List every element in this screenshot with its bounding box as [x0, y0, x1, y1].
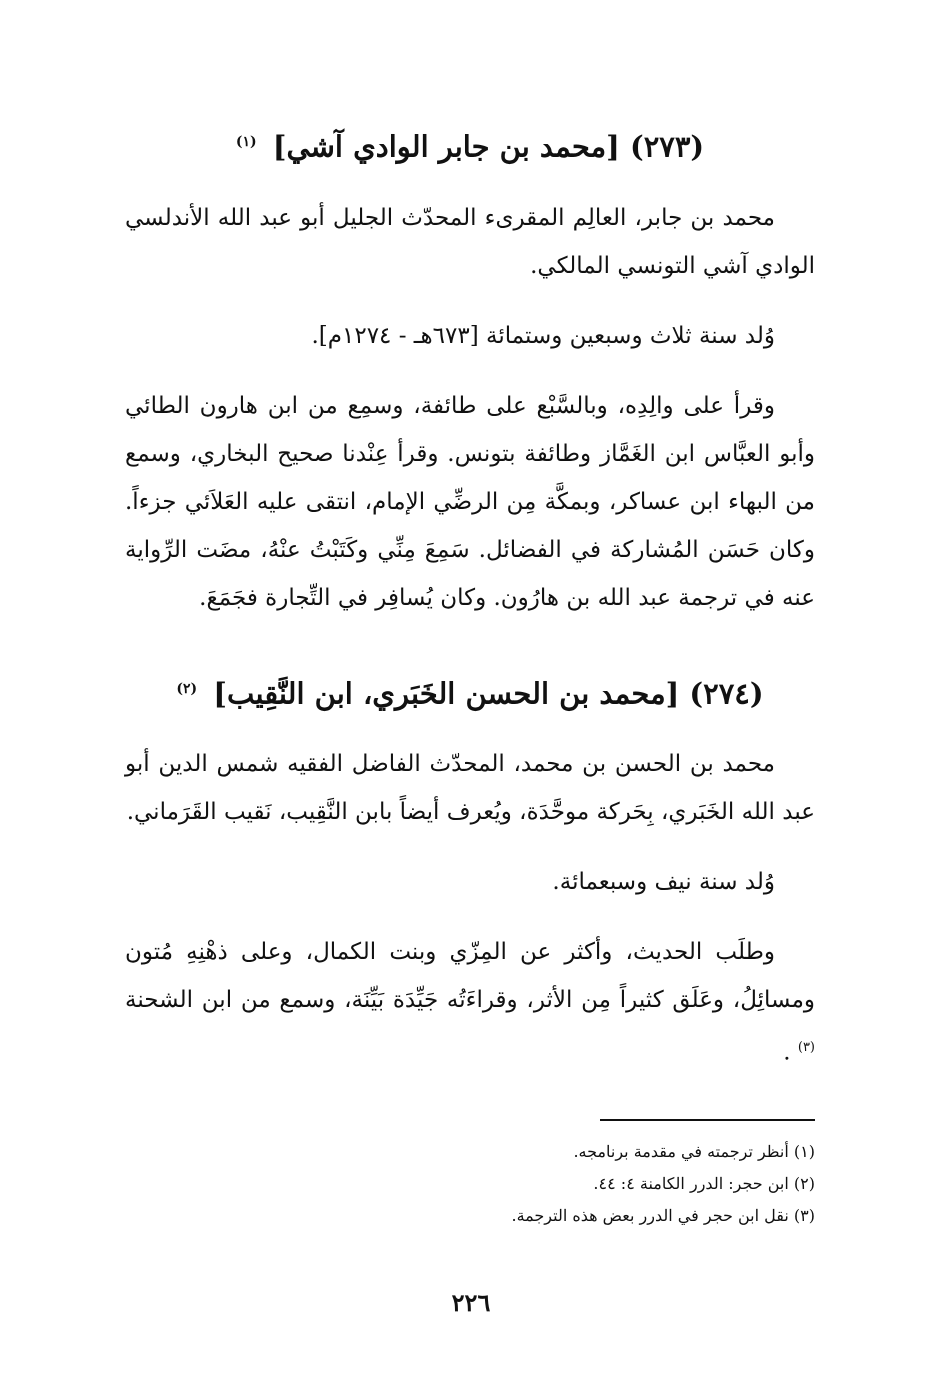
main-text — [125, 115, 815, 1099]
footnotes — [125, 1136, 815, 1232]
footnote: (١) أنظر ترجمته في مقدمة برنامجه. — [573, 1142, 815, 1161]
footnote: (٣) نقل ابن حجر في الدرر بعض هذه الترجمة. — [511, 1206, 815, 1225]
entry-paragraph: محمد بن جابر، العالِم المقرىء المحدّث الجليل أبو عبد الله الأندلسي الوادي آشي التونسي المالكي. — [125, 204, 815, 279]
entry-paragraph: وُلد سنة نيف وسبعمائة. — [552, 869, 775, 896]
footnote-ref: (١) — [235, 134, 257, 150]
footnote-ref: (٣) — [797, 1040, 815, 1056]
footnote-separator — [600, 1119, 815, 1121]
paragraph-end: . — [783, 1039, 791, 1066]
entry-paragraph: وُلد سنة ثلاث وسبعين وستمائة [٦٧٣هـ - ١٢٧٤م]. — [311, 322, 775, 349]
entry-paragraph — [125, 928, 815, 1077]
entry-273 — [125, 115, 815, 622]
entry-paragraph: محمد بن الحسن بن محمد، المحدّث الفاضل الفقيه شمس الدين أبو عبد الله الخَبَري، بِحَركة موحَّدَة، ويُعرف أيضاً بابن النَّقِيب، نَقيب القَرَماني. — [125, 751, 815, 826]
entry-heading-text: (٢٧٤) [محمد بن الحسن الخَبَري، ابن النَّقِيب] — [213, 676, 764, 711]
entry-heading-text: (٢٧٣) [محمد بن جابر الوادي آشي] — [272, 129, 705, 164]
entry-paragraph-text: وطلَب الحديث، وأكثر عن المِزّي وبنت الكمال، وعلى ذهْنِهِ مُتون ومسائِلُ، وعَلَق كثيراً مِن الأثر، وقراءَتُه جَيِّدَة بَيِّنَة، وسمع من ابن الشحنة — [125, 939, 815, 1014]
entry-heading — [125, 115, 815, 174]
entry-heading — [125, 662, 815, 721]
entry-paragraph: وقرأ على والِدِه، وبالسَّبْع على طائفة، وسمِع من ابن هارون الطائي وأبو العبَّاس ابن الغَمَّاز وطائفة بتونس. وقرأ عِنْدنا صحيح البخاري، وسمع من البهاء ابن عساكر، وبمكَّة مِن الرضِّي الإمام، انتقى عليه العَلاَئي جزءاً. وكان حَسَن المُشاركة في الفضائل. سَمِعَ مِنِّي وكَتَبْتُ عنْهُ، مضَت الرِّواية عنه في ترجمة عبد الله بن هارُون. وكان يُسافِر في التِّجارة فجَمَعَ. — [125, 392, 815, 611]
footnote-ref: (٢) — [176, 680, 198, 697]
footnote: (٢) ابن حجر: الدرر الكامنة ٤: ٤٤. — [593, 1174, 815, 1193]
page-number: ٢٢٦ — [451, 1288, 491, 1317]
entry-274 — [125, 662, 815, 1077]
